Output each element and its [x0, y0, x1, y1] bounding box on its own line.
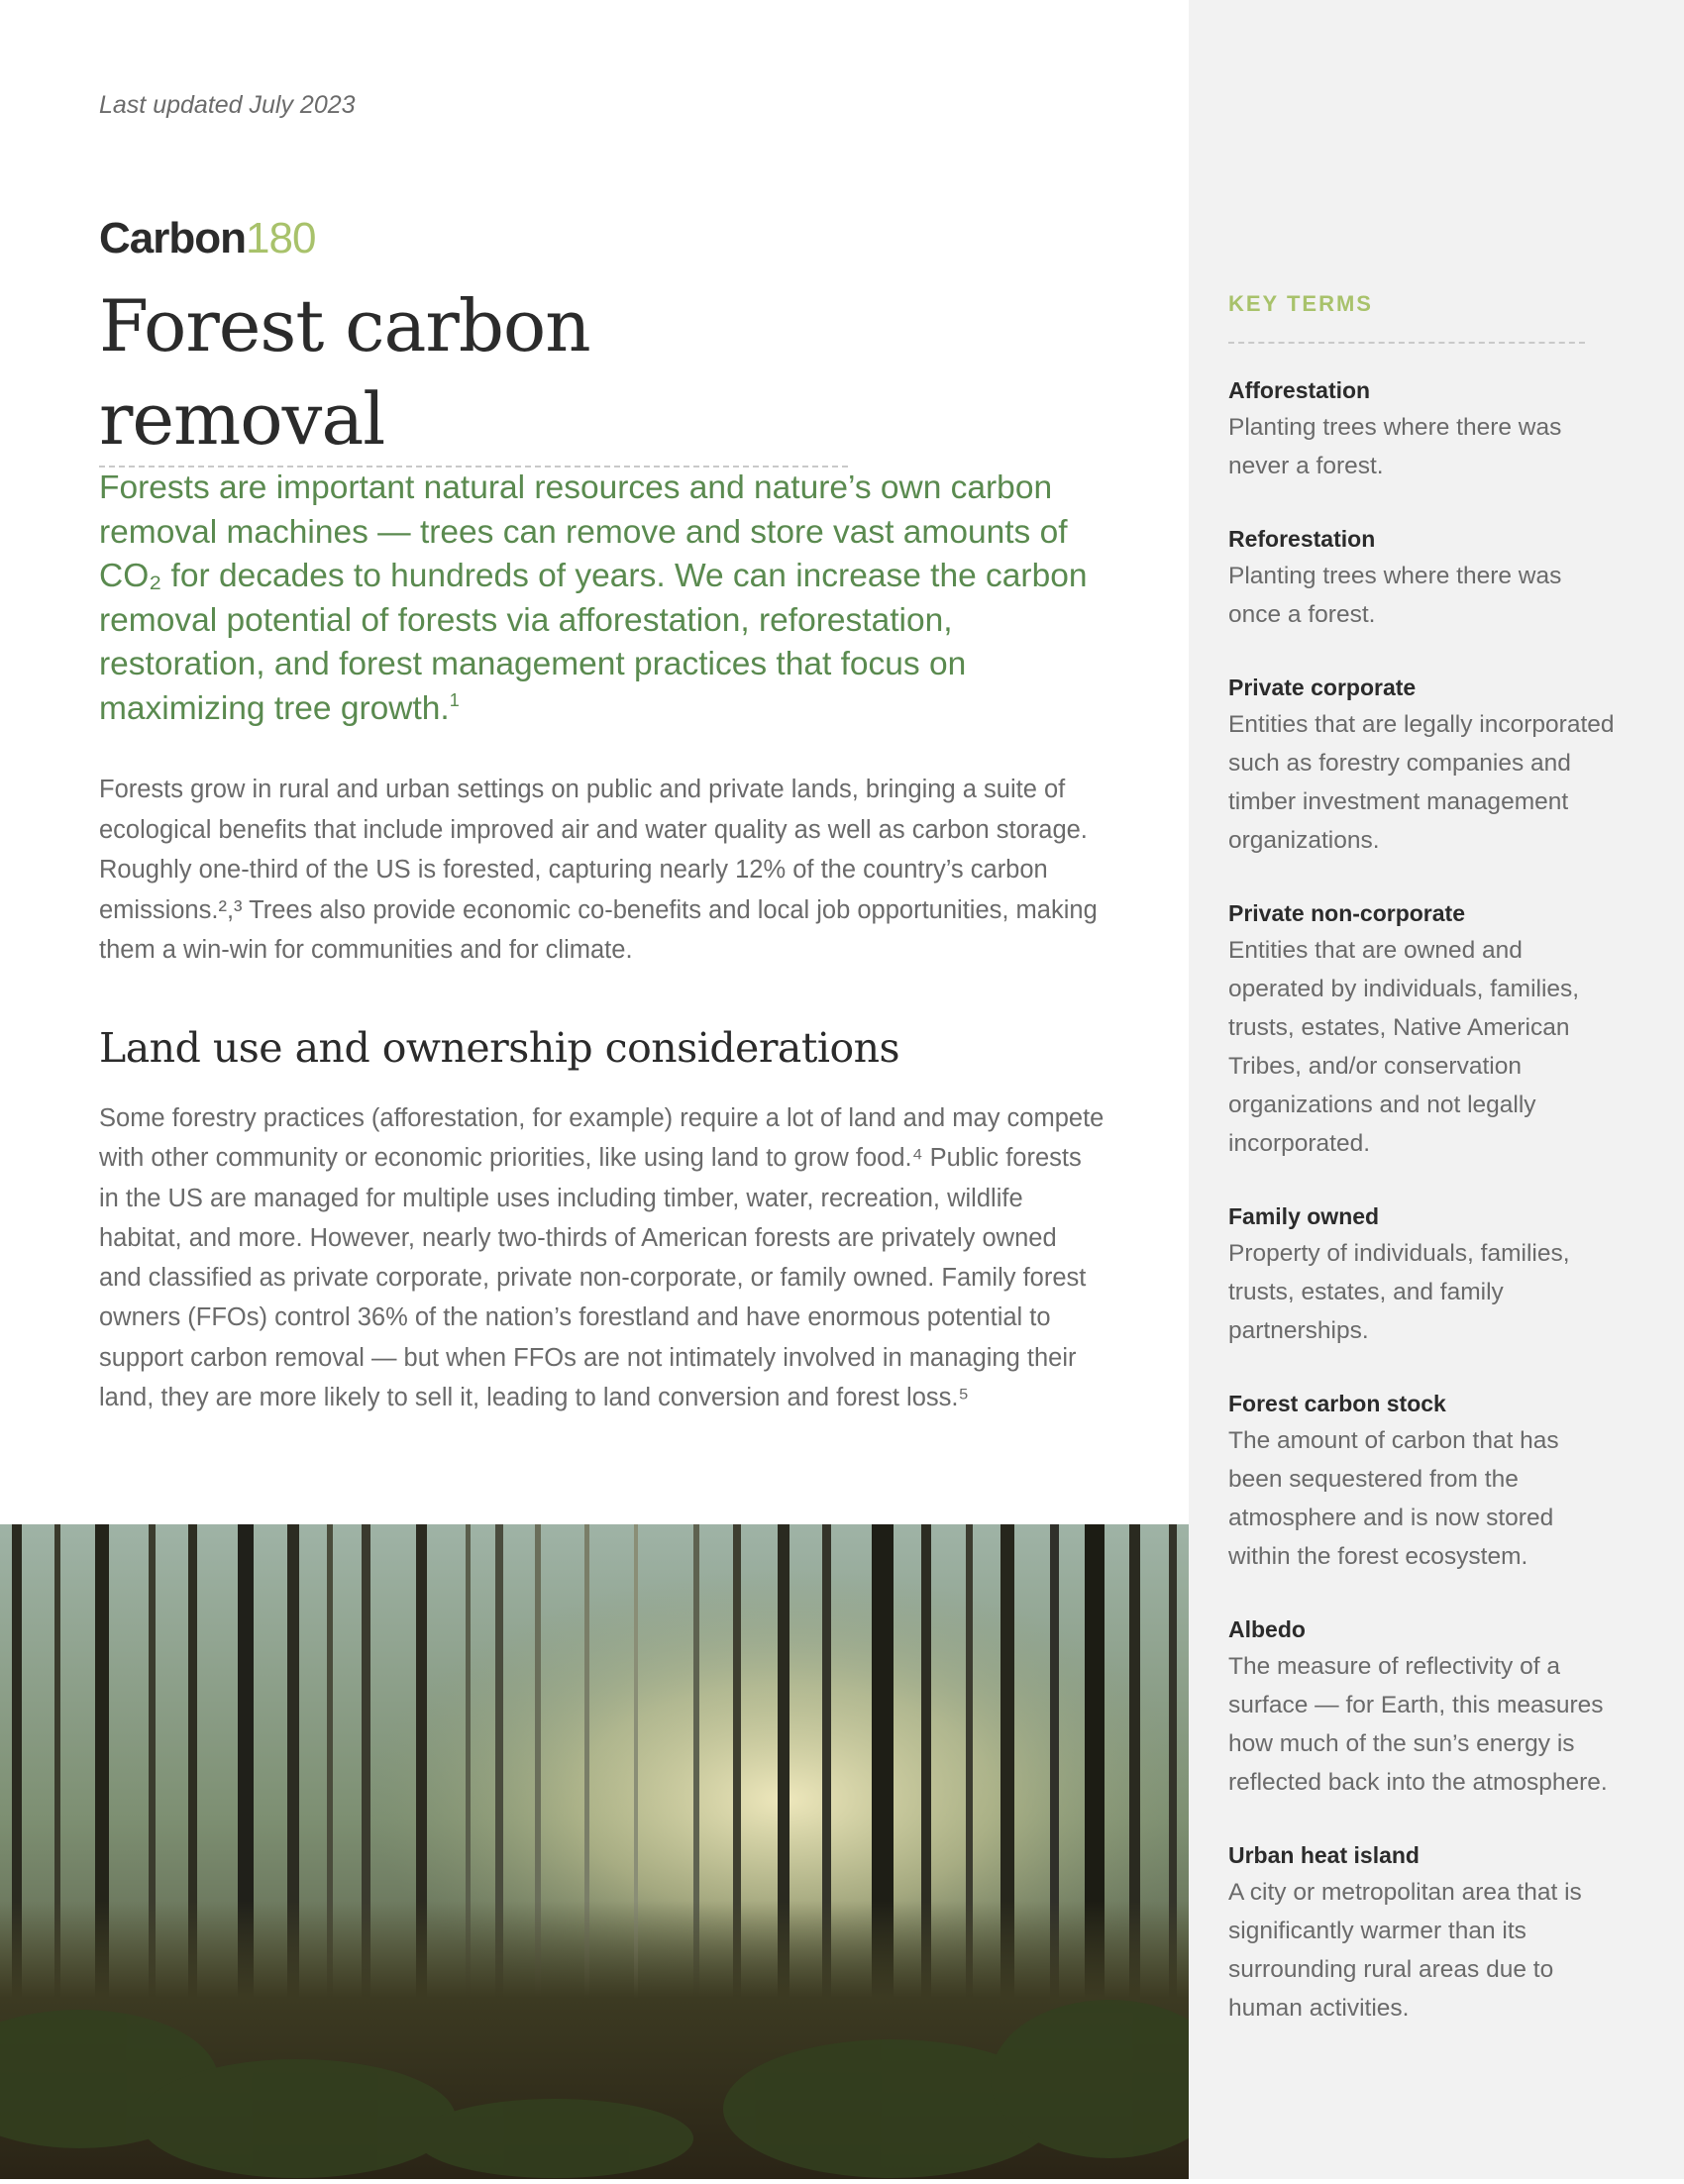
term-definition: A city or metropolitan area that is significantly warmer than its surrounding rural areas due to human activities.	[1228, 1879, 1582, 2022]
term-name: Forest carbon stock	[1228, 1391, 1446, 1416]
term-urban-heat-island	[1228, 1837, 1615, 2028]
term-definition: The measure of reflectivity of a surface — for Earth, this measures how much of the sun’s energy is reflected back into the atmosphere.	[1228, 1653, 1608, 1796]
lede-text: Forests are important natural resources and nature’s own carbon removal machines — trees can remove and store vast amounts of CO₂ for decades to hundreds of years. We can increase the carbon removal potential of forests via afforestation, reforestation, restoration, and forest management practices that focus on maximizing tree growth.	[99, 469, 1088, 727]
term-definition: Entities that are legally incorporated such as forestry companies and timber investment management organizations.	[1228, 711, 1615, 854]
logo-number: 180	[246, 214, 316, 262]
term-name: Family owned	[1228, 1203, 1380, 1229]
term-definition: Planting trees where there was once a forest.	[1228, 563, 1562, 628]
section-heading: Land use and ownership considerations	[99, 1024, 900, 1072]
term-name: Reforestation	[1228, 526, 1376, 552]
term-name: Afforestation	[1228, 377, 1371, 403]
term-forest-carbon-stock	[1228, 1386, 1615, 1576]
term-definition: Planting trees where there was never a forest.	[1228, 414, 1562, 479]
logo-word: Carbon	[99, 214, 246, 262]
term-name: Private corporate	[1228, 675, 1417, 700]
carbon180-logo	[99, 211, 315, 266]
term-definition: Entities that are owned and operated by individuals, families, trusts, estates, Native American Tribes, and/or conservation organizations and not legally incorporated.	[1228, 937, 1580, 1157]
intro-paragraph: Forests grow in rural and urban settings on public and private lands, bringing a suite of ecological benefits that include improved air and water quality as well as carbon storage. Roughly one-third of the US is forested, capturing nearly 12% of the country’s carbon emissions.²,³ Trees also provide economic co-benefits and local job opportunities, making them a win-win for communities and for climate.	[99, 776, 1098, 964]
lede-footnote: 1	[449, 689, 460, 710]
term-family-owned	[1228, 1198, 1615, 1350]
land-use-paragraph: Some forestry practices (afforestation, for example) require a lot of land and may compete with other community or economic priorities, like using land to grow food.⁴ Public forests in the US are managed for multiple uses including timber, water, recreation, wildlife habitat, and more. However, nearly two-thirds of American forests are privately owned and classified as private corporate, private non-corporate, or family owned. Family forest owners (FFOs) control 36% of the nation’s forestland and have enormous potential to support carbon removal — but when FFOs are not intimately involved in managing their land, they are more likely to sell it, leading to land conversion and forest loss.⁵	[99, 1104, 1105, 1412]
key-terms-heading: KEY TERMS	[1228, 291, 1373, 316]
term-definition: The amount of carbon that has been sequestered from the atmosphere and is now stored within the forest ecosystem.	[1228, 1427, 1559, 1570]
term-reforestation	[1228, 521, 1615, 634]
lede-paragraph	[99, 467, 1100, 731]
key-terms-sidebar	[1189, 0, 1684, 2179]
term-afforestation	[1228, 372, 1615, 485]
term-albedo	[1228, 1612, 1615, 1802]
term-private-non-corporate	[1228, 895, 1615, 1163]
term-name: Albedo	[1228, 1616, 1306, 1642]
term-name: Private non-corporate	[1228, 900, 1465, 926]
term-private-corporate	[1228, 670, 1615, 860]
term-name: Urban heat island	[1228, 1842, 1420, 1868]
key-terms-divider	[1228, 342, 1585, 344]
term-definition: Property of individuals, families, trusts, estates, and family partnerships.	[1228, 1240, 1570, 1344]
key-terms-list	[1228, 372, 1615, 2063]
page-title: Forest carbon removal	[99, 279, 848, 468]
last-updated: Last updated July 2023	[99, 91, 356, 119]
forest-photo	[0, 1524, 1189, 2179]
